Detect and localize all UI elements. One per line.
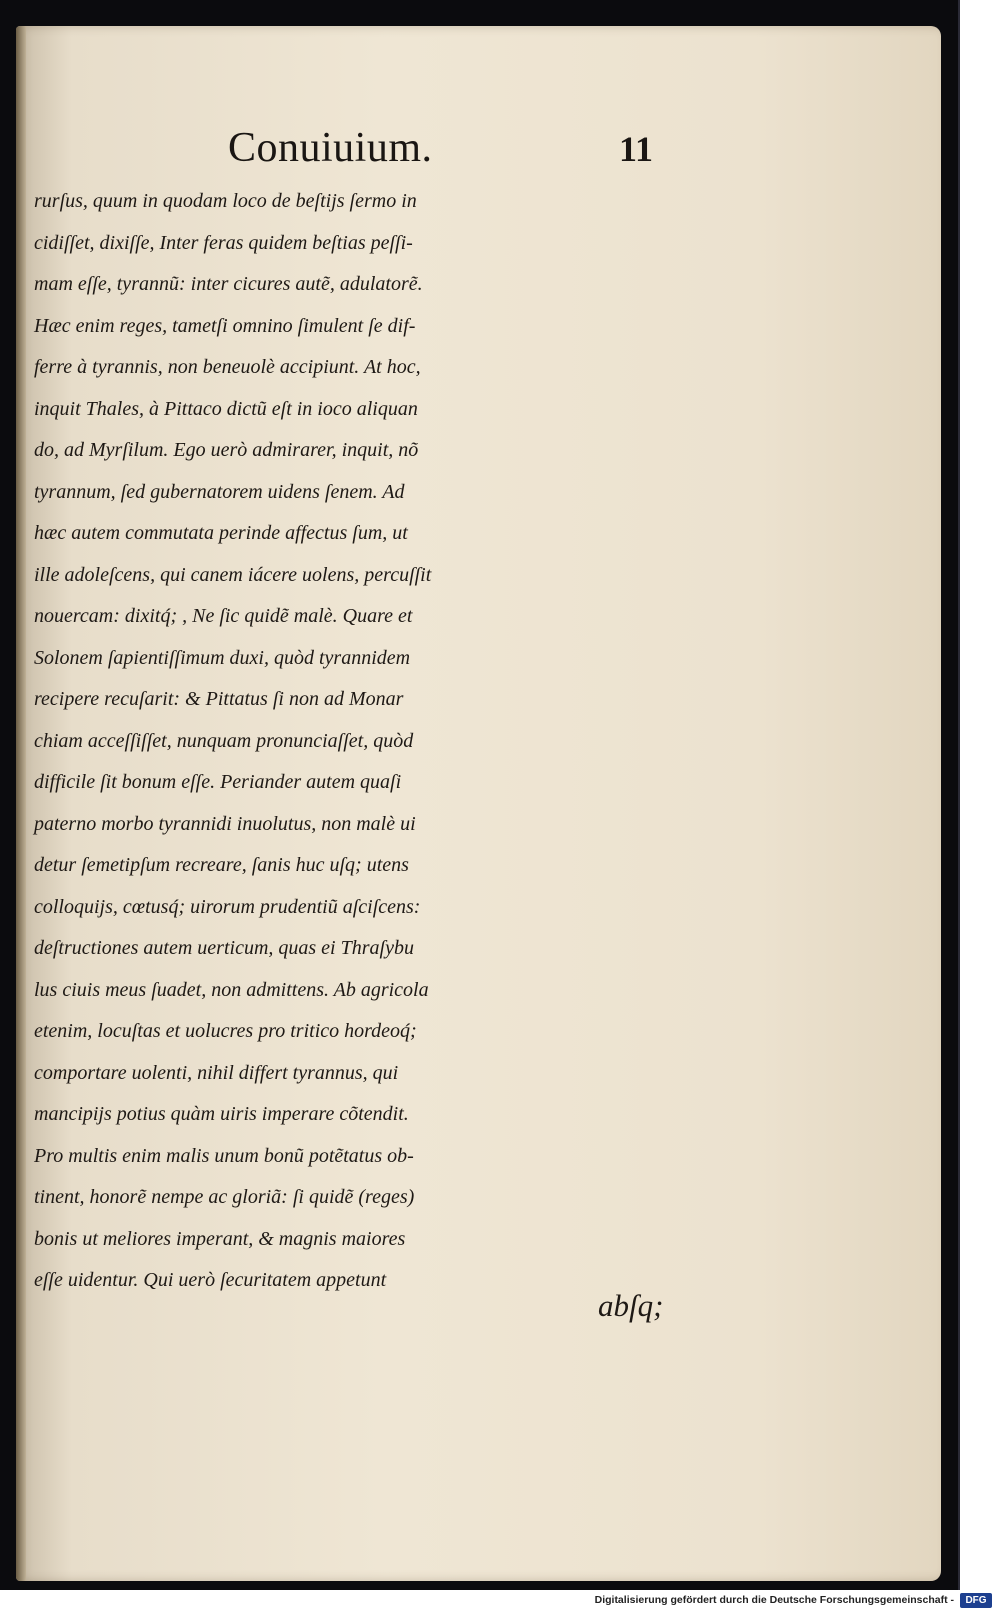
- text-line: rurſus, quum in quodam loco de beſtijs ſermo in: [34, 190, 417, 212]
- catchword: abſq;: [598, 1288, 664, 1323]
- text-line: recipere recuſarit: & Pittatus ſi non ad Monar: [34, 688, 404, 710]
- text-line: nouercam: dixitq́; , Ne ſic quidẽ malè. Quare et: [34, 605, 413, 627]
- text-line: bonis ut meliores imperant, & magnis maiores: [34, 1227, 406, 1250]
- text-line: do, ad Myrſilum. Ego uerò admirarer, inquit, nõ: [34, 439, 419, 461]
- footer-bar: [0, 1590, 1000, 1615]
- text-line: comportare uolenti, nihil differt tyrannus, qui: [34, 1061, 399, 1084]
- text-line: mancipijs potius quàm uiris imperare cõtendit.: [34, 1103, 409, 1125]
- text-line: tyrannum, ſed gubernatorem uidens ſenem. Ad: [34, 480, 405, 503]
- text-line: Solonem ſapientiſſimum duxi, quòd tyrannidem: [34, 646, 411, 669]
- running-title: Conuiuium.: [228, 125, 433, 171]
- book-page: [16, 26, 941, 1581]
- text-line: inquit Thales, à Pittaco dictũ eſt in ioco aliquan: [34, 397, 418, 420]
- text-line: etenim, locuſtas et uolucres pro tritico hordeoq́;: [34, 1020, 417, 1042]
- text-line: colloquijs, cœtusq́; uirorum prudentiũ aſciſcens:: [34, 895, 421, 918]
- text-line: paterno morbo tyrannidi inuolutus, non malè ui: [34, 812, 416, 835]
- text-line: eſſe uidentur. Qui uerò ſecuritatem appetunt: [34, 1269, 387, 1291]
- funding-credit: Digitalisierung gefördert durch die Deutsche Forschungsgemeinschaft -: [594, 1594, 954, 1606]
- text-line: lus ciuis meus ſuadet, non admittens. Ab agricola: [34, 978, 429, 1001]
- text-line: difficile ſit bonum eſſe. Periander autem quaſi: [34, 771, 402, 793]
- text-line: hæc autem commutata perinde affectus ſum, ut: [34, 522, 408, 544]
- text-line: deſtructiones autem uerticum, quas ei Thraſybu: [34, 937, 414, 959]
- text-line: Pro multis enim malis unum bonũ potẽtatus ob-: [34, 1144, 414, 1167]
- text-line: chiam acceſſiſſet, nunquam pronunciaſſet, quòd: [34, 729, 414, 752]
- text-line: detur ſemetipſum recreare, ſanis huc uſq; utens: [34, 854, 409, 876]
- text-block: [34, 181, 674, 1302]
- text-line: cidiſſet, dixiſſe, Inter feras quidem beſtias peſſi-: [34, 231, 413, 254]
- text-line: tinent, honorẽ nempe ac gloriã: ſi quidẽ (reges): [34, 1186, 415, 1208]
- text-line: ferre à tyrannis, non beneuolè accipiunt. At hoc,: [34, 356, 421, 378]
- page-number: 11: [619, 129, 654, 169]
- dfg-logo: DFG: [960, 1593, 992, 1608]
- text-line: Hæc enim reges, tametſi omnino ſimulent ſe dif-: [34, 314, 416, 337]
- text-line: mam eſſe, tyrannũ: inter cicures autẽ, adulatorẽ.: [34, 273, 423, 295]
- text-line: ille adoleſcens, qui canem iácere uolens, percuſſit: [34, 563, 432, 586]
- page-gutter-edge: [16, 26, 26, 1581]
